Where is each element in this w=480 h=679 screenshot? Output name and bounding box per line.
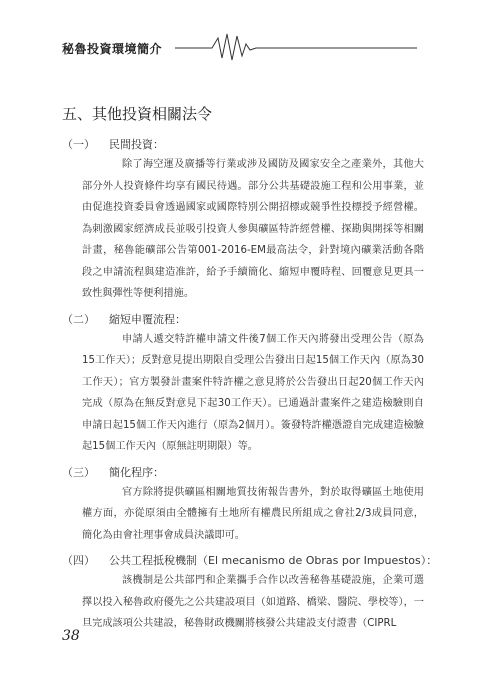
- page-header: [0, 0, 480, 70]
- subsection-heading-text: 公共工程抵稅機制（El mecanismo de Obras por Impuestos）：: [109, 554, 438, 567]
- subsection-heading: [62, 552, 438, 570]
- subsection-heading: [62, 464, 424, 482]
- subsection-paragraph: 除了海空運及廣播等行業或涉及國防及國家安全之產業外，其他大部分外人投資條件均享有國民待遇。部分公共基礎設施工程和公用事業，並由促進投資委員會透過國家或國際特別公開招標或競爭性投標授予經營權。為刺激國家經濟成長並吸引投資人參與礦區特許經營權、探勘與開採等相關計畫，秘魯能礦部公告第001-2016-EM最高法令，針對境內礦業活動各階段之申請流程與建造准許，給予手續簡化、縮短申覆時程、回覆意見更具一致性與彈性等便利措施。: [82, 159, 424, 299]
- subsection-paragraph: 申請人遞交特許權申請文件後7個工作天內將發出受理公告（原為15工作天）；反對意見提出期限自受理公告發出日起15個工作天內（原為30工作天）；官方製發計畫案件特許權之意見將於公告發出日起20個工作天內完成（原為在無反對意見下起30工作天）。已通過計畫案件之建造檢驗則自申請日起15個工作天內進行（原為2個月）。簽發特許權憑證自完成建造檢驗起15個工作天內（原無註明期限）等。: [82, 333, 424, 452]
- subsection-paragraph: 官方除將提供礦區相關地質技術報告書外，對於取得礦區土地使用權方面，亦從原須由全體擁有土地所有權農民所組成之會社2/3成員同意，簡化為由會社理事會成員決議即可。: [82, 486, 424, 541]
- subsection-paragraph: 該機制是公共部門和企業攜手合作以改善秘魯基礎設施，企業可選擇以投入秘魯政府優先之公共建設項目（如道路、橋梁、醫院、學校等），一旦完成該項公共建設，秘魯財政機關將核發公共建設支付證書（CIPRL: [82, 575, 424, 629]
- subsection-heading-text: 縮短申覆流程：: [109, 312, 186, 326]
- subsection-simplify-procedure: [62, 464, 424, 547]
- document-body: [62, 136, 438, 641]
- subsection-works-for-taxes: [62, 552, 438, 635]
- page-number: 38: [62, 628, 80, 644]
- subsection-heading-text: 民間投資：: [109, 138, 164, 151]
- subsection-private-investment: [62, 136, 424, 305]
- subsection-shorten-process: [62, 311, 424, 458]
- subsection-heading-text: 簡化程序：: [109, 465, 164, 479]
- subsection-heading: [62, 136, 424, 154]
- subsection-number: （二）: [62, 312, 95, 326]
- header-title: 秘魯投資環境簡介: [62, 42, 163, 56]
- subsection-number: （四）: [62, 554, 95, 567]
- subsection-number: （三）: [62, 465, 95, 479]
- section-title: 五、其他投資相關法令: [62, 105, 213, 123]
- subsection-heading: [62, 311, 424, 329]
- subsection-number: （一）: [62, 138, 95, 151]
